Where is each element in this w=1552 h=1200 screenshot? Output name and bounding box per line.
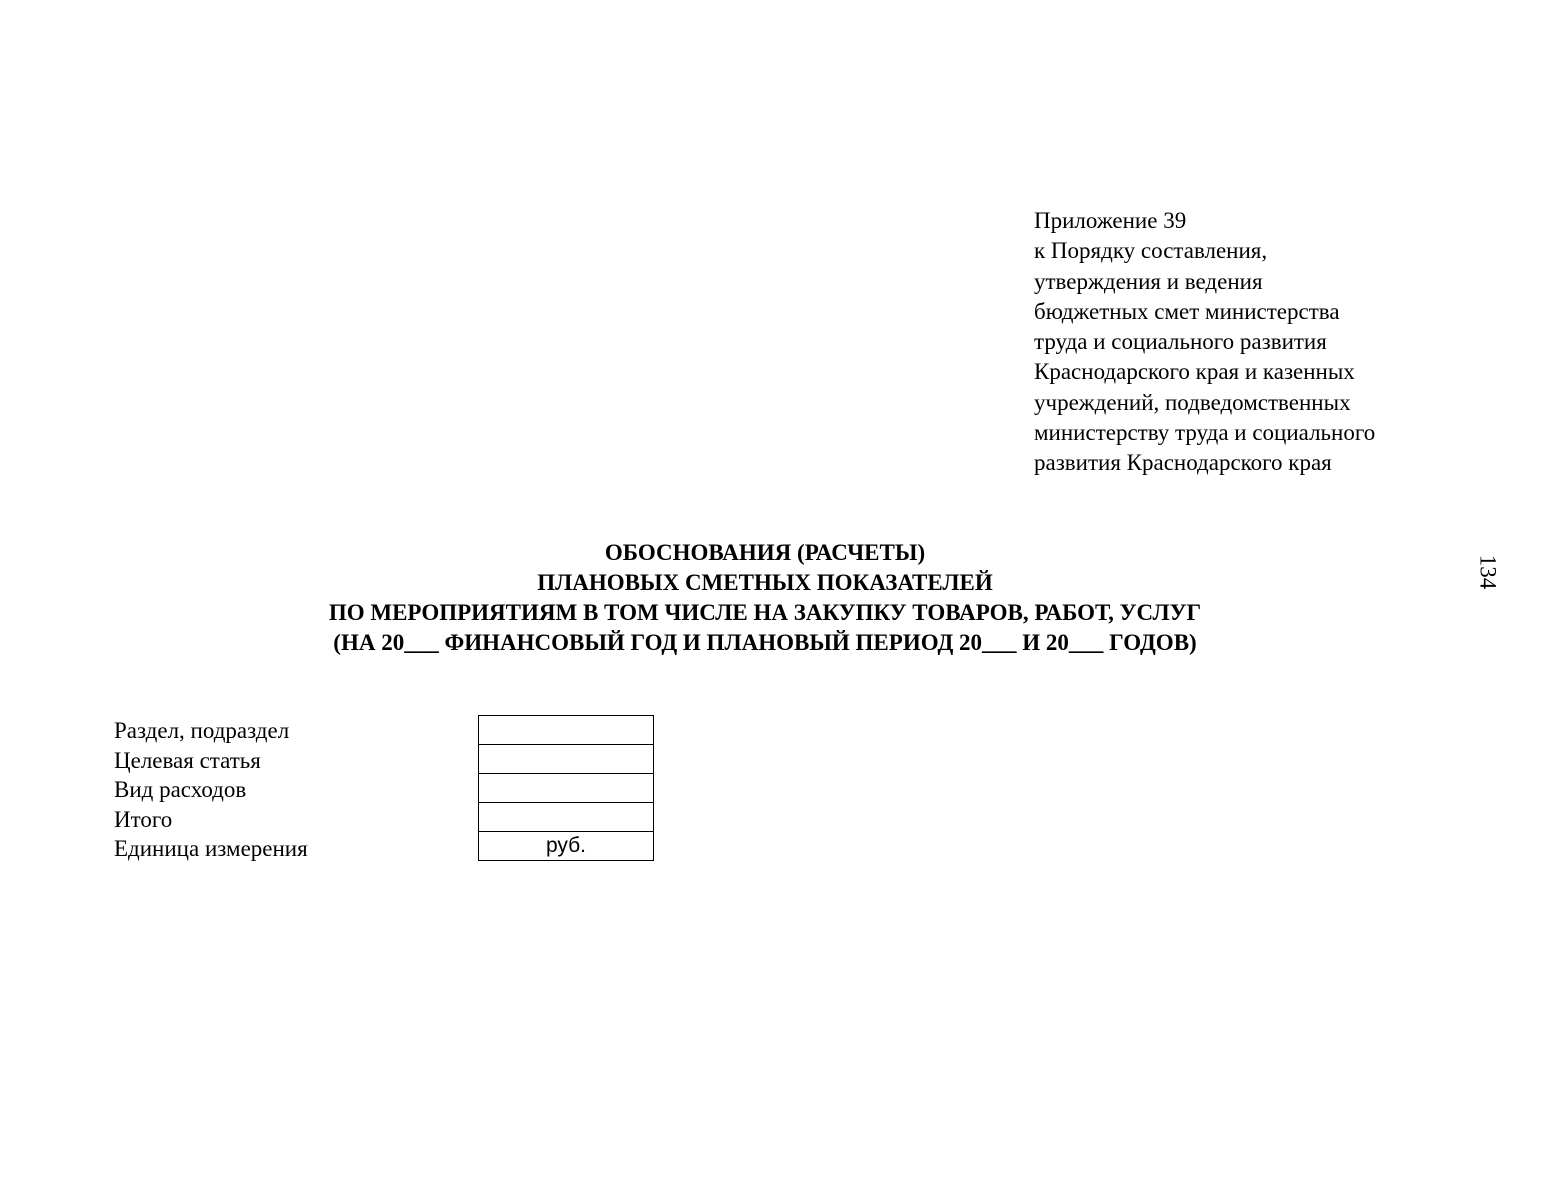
label-expense-type: Вид расходов bbox=[114, 777, 247, 803]
codes-table bbox=[478, 715, 654, 861]
appendix-line: к Порядку составления, bbox=[1034, 238, 1268, 264]
label-unit: Единица измерения bbox=[114, 836, 308, 862]
section-value-cell[interactable] bbox=[479, 716, 654, 745]
title-line: ПО МЕРОПРИЯТИЯМ В ТОМ ЧИСЛЕ НА ЗАКУПКУ ТОВАРОВ, РАБОТ, УСЛУГ bbox=[328, 600, 1202, 625]
appendix-line: Краснодарского края и казенных bbox=[1034, 359, 1355, 385]
expense-type-value-cell[interactable] bbox=[479, 774, 654, 803]
page-number: 134 bbox=[1475, 554, 1501, 590]
appendix-line: развития Краснодарского края bbox=[1034, 450, 1332, 476]
code-labels bbox=[114, 716, 308, 864]
label-target-article: Целевая статья bbox=[114, 747, 261, 773]
label-total: Итого bbox=[114, 806, 173, 832]
appendix-line: утверждения и ведения bbox=[1034, 268, 1263, 294]
appendix-note bbox=[1034, 206, 1454, 479]
appendix-line: бюджетных смет министерства bbox=[1034, 298, 1340, 324]
title-line: ОБОСНОВАНИЯ (РАСЧЕТЫ) bbox=[604, 540, 926, 565]
appendix-line: труда и социального развития bbox=[1034, 329, 1327, 355]
document-title bbox=[0, 538, 1530, 658]
unit-value-cell[interactable]: руб. bbox=[479, 832, 654, 861]
appendix-line: министерству труда и социального bbox=[1034, 420, 1376, 446]
target-article-value-cell[interactable] bbox=[479, 745, 654, 774]
title-line: ПЛАНОВЫХ СМЕТНЫХ ПОКАЗАТЕЛЕЙ bbox=[537, 570, 993, 595]
title-line: (НА 20___ ФИНАНСОВЫЙ ГОД И ПЛАНОВЫЙ ПЕРИОД 20___ И 20___ ГОДОВ) bbox=[333, 630, 1197, 655]
label-section: Раздел, подраздел bbox=[114, 718, 290, 743]
total-value-cell[interactable] bbox=[479, 803, 654, 832]
appendix-line: Приложение 39 bbox=[1034, 208, 1187, 233]
appendix-line: учреждений, подведомственных bbox=[1034, 389, 1351, 415]
